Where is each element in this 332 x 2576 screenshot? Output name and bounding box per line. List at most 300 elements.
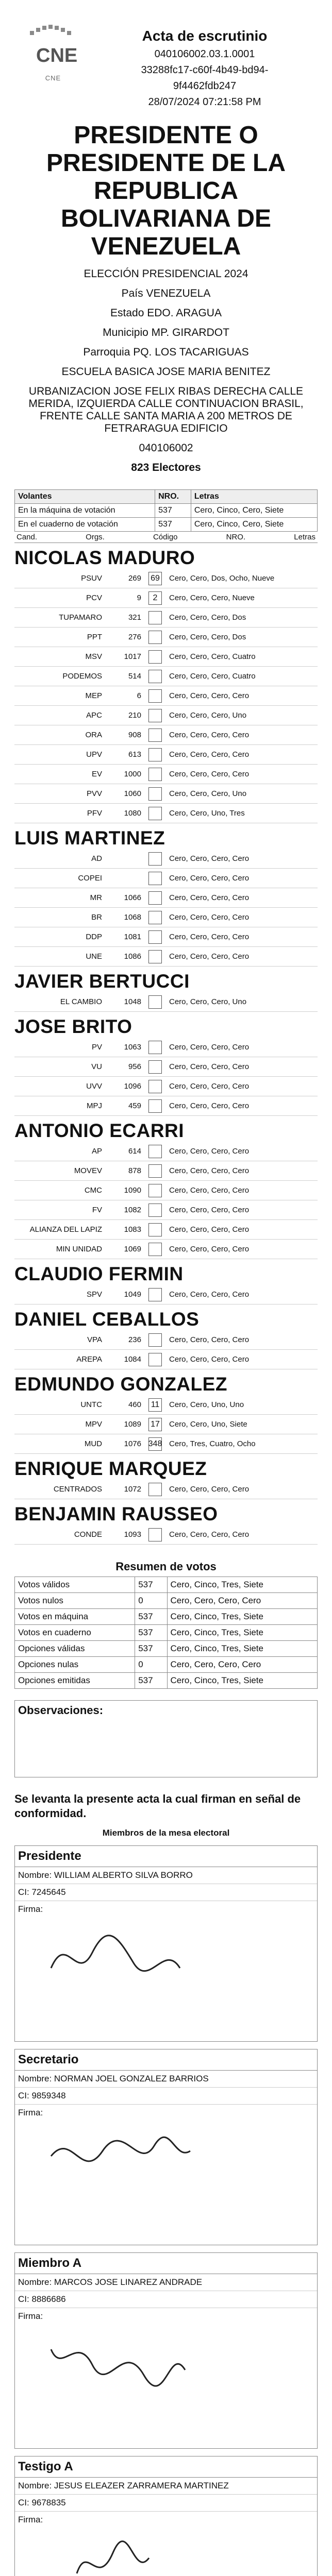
vote-count xyxy=(148,1060,162,1074)
vote-count xyxy=(148,950,162,963)
party-row xyxy=(14,1330,318,1350)
party-row xyxy=(14,569,318,588)
vote-letters: Cero, Cero, Cero, Cero xyxy=(169,1355,250,1364)
vote-letters: Cero, Cero, Dos, Ocho, Nueve xyxy=(169,574,275,583)
table-row xyxy=(15,1593,318,1609)
party-row xyxy=(14,628,318,647)
resumen-letras: Cero, Cinco, Tres, Siete xyxy=(167,1577,317,1593)
party-row xyxy=(14,1415,318,1434)
vote-letters: Cero, Cero, Cero, Cero xyxy=(169,1530,250,1539)
candidate-block xyxy=(14,1374,318,1454)
party-row xyxy=(14,667,318,686)
party-number: 1063 xyxy=(124,1043,141,1052)
acta-hash-2: 9f4462fdb247 xyxy=(173,80,237,92)
party-code: MR xyxy=(90,893,102,902)
party-number: 1096 xyxy=(124,1082,141,1091)
observaciones-box xyxy=(14,1700,318,1777)
party-row xyxy=(14,1200,318,1220)
table-row xyxy=(15,1577,318,1593)
party-row xyxy=(14,1181,318,1200)
party-number: 210 xyxy=(128,711,141,720)
signature-icon xyxy=(46,2125,201,2197)
signature-icon xyxy=(46,1922,201,1994)
vote-count xyxy=(148,768,162,781)
party-code: EV xyxy=(91,770,102,778)
vote-count xyxy=(148,1204,162,1217)
party-code: EL CAMBIO xyxy=(60,997,102,1006)
country: País VENEZUELA xyxy=(121,287,211,299)
vote-letters: Cero, Cero, Cero, Cero xyxy=(169,770,250,778)
observaciones-label: Observaciones: xyxy=(18,1704,104,1717)
party-code: ALIANZA DEL LAPIZ xyxy=(29,1225,102,1234)
vote-letters: Cero, Tres, Cuatro, Ocho xyxy=(169,1439,256,1448)
member-role: Testigo A xyxy=(15,2456,317,2478)
party-number: 1082 xyxy=(124,1206,141,1214)
vote-letters: Cero, Cero, Cero, Cero xyxy=(169,1062,250,1071)
party-code: UNTC xyxy=(80,1400,102,1409)
resumen-letras: Cero, Cero, Cero, Cero xyxy=(167,1657,317,1673)
party-code: APC xyxy=(86,711,102,720)
party-number: 6 xyxy=(137,691,141,700)
party-number: 1000 xyxy=(124,770,141,778)
party-number: 1090 xyxy=(124,1186,141,1195)
vote-letters: Cero, Cero, Cero, Cero xyxy=(169,691,250,700)
vote-letters: Cero, Cero, Cero, Cero xyxy=(169,1290,250,1299)
acta-page xyxy=(14,0,318,2576)
party-code: MIN UNIDAD xyxy=(56,1245,102,1253)
vote-letters: Cero, Cero, Cero, Cero xyxy=(169,731,250,739)
candidate-name: BENJAMIN RAUSSEO xyxy=(14,1503,218,1524)
party-number: 1080 xyxy=(124,809,141,818)
member-ci: CI: 7245645 xyxy=(15,1884,317,1901)
party-code: MUD xyxy=(84,1439,102,1448)
vote-count xyxy=(148,1080,162,1093)
table-row xyxy=(15,1625,318,1641)
acta-title: Acta de escrutinio xyxy=(142,28,268,44)
svg-text:CNE: CNE xyxy=(36,45,78,66)
signature-icon xyxy=(46,2532,201,2576)
vote-count xyxy=(148,611,162,624)
party-code: AD xyxy=(91,854,102,863)
resumen-letras: Cero, Cinco, Tres, Siete xyxy=(167,1609,317,1625)
vote-letters: Cero, Cero, Cero, Cuatro xyxy=(169,672,256,681)
vote-letters: Cero, Cero, Uno, Tres xyxy=(169,809,245,818)
party-code: TUPAMARO xyxy=(59,613,102,622)
header xyxy=(14,21,318,108)
vote-letters: Cero, Cero, Cero, Cuatro xyxy=(169,652,256,661)
party-number: 1049 xyxy=(124,1290,141,1299)
party-row xyxy=(14,784,318,804)
resumen-nro: 0 xyxy=(135,1593,167,1609)
party-code: PCV xyxy=(86,594,102,602)
party-row xyxy=(14,588,318,608)
party-row xyxy=(14,765,318,784)
party-row xyxy=(14,1096,318,1116)
vote-count: 69 xyxy=(148,572,162,585)
vote-letters: Cero, Cero, Cero, Cero xyxy=(169,913,250,922)
vote-count xyxy=(148,787,162,801)
candidate-block xyxy=(14,971,318,1012)
party-number: 1076 xyxy=(124,1439,141,1448)
member-name: Nombre: WILLIAM ALBERTO SILVA BORRO xyxy=(15,1867,317,1884)
vote-count xyxy=(148,1528,162,1541)
vote-letters: Cero, Cero, Cero, Cero xyxy=(169,1206,250,1214)
acta-code: 040106002.03.1.0001 xyxy=(154,48,255,60)
party-row xyxy=(14,804,318,823)
party-code: PVV xyxy=(86,789,102,798)
party-code: VPA xyxy=(87,1335,102,1344)
member-name: Nombre: JESUS ELEAZER ZARRAMERA MARTINEZ xyxy=(15,2478,317,2495)
vote-letters: Cero, Cero, Cero, Cero xyxy=(169,1101,250,1110)
vote-count xyxy=(148,1483,162,1496)
party-number: 1068 xyxy=(124,913,141,922)
vote-letters: Cero, Cero, Cero, Cero xyxy=(169,1245,250,1253)
logo-caption: CNE xyxy=(45,74,61,82)
vote-count xyxy=(148,852,162,866)
vote-count xyxy=(148,1145,162,1158)
party-number: 1069 xyxy=(124,1245,141,1253)
vote-letters: Cero, Cero, Cero, Cero xyxy=(169,1186,250,1195)
resumen-nro: 537 xyxy=(135,1625,167,1641)
party-number: 1093 xyxy=(124,1530,141,1539)
party-code: ORA xyxy=(85,731,102,739)
vote-count: 17 xyxy=(148,1418,162,1431)
volantes-table xyxy=(14,489,318,532)
municipality: Municipio MP. GIRARDOT xyxy=(103,327,229,338)
party-row xyxy=(14,1285,318,1304)
party-code: AREPA xyxy=(76,1355,102,1364)
party-number: 269 xyxy=(128,574,141,583)
volantes-header: Volantes NRO. Letras xyxy=(15,490,318,504)
party-row xyxy=(14,1395,318,1415)
party-number: 1048 xyxy=(124,997,141,1006)
election-title: PRESIDENTE O PRESIDENTE DE LA REPUBLICA BOLIVARIANA DE VENEZUELA xyxy=(46,122,286,260)
party-number: 321 xyxy=(128,613,141,622)
resumen-nro: 537 xyxy=(135,1673,167,1689)
vote-count xyxy=(148,1353,162,1366)
party-number: 1060 xyxy=(124,789,141,798)
party-code: DDP xyxy=(86,933,102,941)
vote-count: 348 xyxy=(148,1437,162,1451)
vote-count: 2 xyxy=(148,591,162,605)
election-location xyxy=(14,268,318,474)
candidate-block xyxy=(14,1016,318,1116)
resumen-label: Opciones emitidas xyxy=(15,1673,135,1689)
vote-count xyxy=(148,709,162,722)
candidate-name: LUIS MARTINEZ xyxy=(14,827,165,849)
resumen-label: Votos válidos xyxy=(15,1577,135,1593)
vote-letters: Cero, Cero, Cero, Uno xyxy=(169,711,247,720)
party-row xyxy=(14,927,318,947)
vote-count xyxy=(148,728,162,742)
resumen-label: Opciones nulas xyxy=(15,1657,135,1673)
resumen-table xyxy=(14,1577,318,1689)
firma-label: Firma: xyxy=(18,2108,43,2117)
party-row xyxy=(14,1057,318,1077)
party-number: 956 xyxy=(128,1062,141,1071)
member-signature-area xyxy=(15,2512,317,2576)
candidate-name: ANTONIO ECARRI xyxy=(14,1120,185,1141)
table-row xyxy=(15,1657,318,1673)
party-number: 514 xyxy=(128,672,141,681)
party-number: 1089 xyxy=(124,1420,141,1429)
table-row: En la máquina de votación 537 Cero, Cinco, Cero, Siete xyxy=(15,504,318,518)
member-signature-area xyxy=(15,2105,317,2245)
vote-letters: Cero, Cero, Cero, Dos xyxy=(169,633,246,641)
firma-label: Firma: xyxy=(18,1904,43,1914)
party-number: 878 xyxy=(128,1166,141,1175)
party-code: CMC xyxy=(84,1186,102,1195)
vote-count: 11 xyxy=(148,1398,162,1412)
party-number: 460 xyxy=(128,1400,141,1409)
party-code: PV xyxy=(91,1043,102,1052)
vote-letters: Cero, Cero, Cero, Cero xyxy=(169,1082,250,1091)
resumen-label: Votos nulos xyxy=(15,1593,135,1609)
party-code: PSUV xyxy=(81,574,102,583)
cne-emblem-icon xyxy=(25,21,81,72)
vote-count xyxy=(148,911,162,924)
party-code: COPEI xyxy=(78,874,102,883)
parish: Parroquia PQ. LOS TACARIGUAS xyxy=(83,346,249,358)
vote-letters: Cero, Cero, Cero, Cero xyxy=(169,1166,250,1175)
resumen-nro: 0 xyxy=(135,1657,167,1673)
party-row xyxy=(14,947,318,967)
party-code: UNE xyxy=(86,952,102,961)
candidate-name: JAVIER BERTUCCI xyxy=(14,971,190,992)
party-code: MOVEV xyxy=(74,1166,102,1175)
party-row xyxy=(14,1077,318,1096)
party-code: MPJ xyxy=(87,1101,102,1110)
party-row xyxy=(14,745,318,765)
member-ci: CI: 9859348 xyxy=(15,2088,317,2105)
vote-letters: Cero, Cero, Cero, Cero xyxy=(169,893,250,902)
candidate-name: JOSE BRITO xyxy=(14,1016,132,1037)
party-code: CONDE xyxy=(74,1530,102,1539)
signature-icon xyxy=(46,2329,201,2401)
resumen-label: Votos en cuaderno xyxy=(15,1625,135,1641)
party-row xyxy=(14,1038,318,1057)
party-number: 908 xyxy=(128,731,141,739)
vote-letters: Cero, Cero, Cero, Cero xyxy=(169,1147,250,1156)
org-column-headers: Cand. Orgs. Código NRO. Letras xyxy=(14,532,318,543)
party-code: BR xyxy=(91,913,102,922)
candidate-block xyxy=(14,1503,318,1545)
party-number: 614 xyxy=(128,1147,141,1156)
member-card xyxy=(14,2049,318,2245)
party-row xyxy=(14,908,318,927)
vote-letters: Cero, Cero, Cero, Dos xyxy=(169,613,246,622)
vote-count xyxy=(148,1223,162,1236)
party-code: UPV xyxy=(86,750,102,759)
party-code: AP xyxy=(91,1147,102,1156)
vote-count xyxy=(148,872,162,885)
vote-letters: Cero, Cero, Cero, Cero xyxy=(169,1043,250,1052)
firma-label: Firma: xyxy=(18,2515,43,2524)
member-role: Miembro A xyxy=(15,2253,317,2274)
party-code: VU xyxy=(91,1062,102,1071)
party-number: 613 xyxy=(128,750,141,759)
party-row xyxy=(14,1480,318,1499)
member-signature-area xyxy=(15,1901,317,2041)
vote-count xyxy=(148,650,162,664)
member-ci: CI: 8886686 xyxy=(15,2291,317,2308)
vote-letters: Cero, Cero, Cero, Cero xyxy=(169,933,250,941)
candidate-block xyxy=(14,1263,318,1304)
party-row xyxy=(14,1161,318,1181)
party-code: MPV xyxy=(85,1420,102,1429)
party-number: 1083 xyxy=(124,1225,141,1234)
party-row xyxy=(14,706,318,725)
vote-count xyxy=(148,1333,162,1347)
vote-count xyxy=(148,807,162,820)
party-row xyxy=(14,1220,318,1240)
party-code: UVV xyxy=(86,1082,102,1091)
resumen-letras: Cero, Cinco, Tres, Siete xyxy=(167,1641,317,1657)
party-number: 459 xyxy=(128,1101,141,1110)
table-row xyxy=(15,1673,318,1689)
party-code: FV xyxy=(92,1206,102,1214)
acta-datetime: 28/07/2024 07:21:58 PM xyxy=(148,96,261,108)
candidate-name: ENRIQUE MARQUEZ xyxy=(14,1458,207,1479)
resumen-nro: 537 xyxy=(135,1609,167,1625)
candidate-block xyxy=(14,1120,318,1259)
member-card xyxy=(14,2456,318,2576)
party-code: MSV xyxy=(85,652,102,661)
party-code: MEP xyxy=(85,691,102,700)
party-number: 236 xyxy=(128,1335,141,1344)
members-list xyxy=(14,1845,318,2576)
candidate-name: EDMUNDO GONZALEZ xyxy=(14,1374,227,1395)
member-name: Nombre: MARCOS JOSE LINAREZ ANDRADE xyxy=(15,2274,317,2291)
firmas-subtitle: Miembros de la mesa electoral xyxy=(102,1828,230,1838)
party-code: PODEMOS xyxy=(62,672,102,681)
vote-letters: Cero, Cero, Cero, Uno xyxy=(169,789,247,798)
member-card xyxy=(14,1845,318,2042)
firma-label: Firma: xyxy=(18,2311,43,2321)
candidate-block xyxy=(14,1458,318,1499)
electores: 823 Electores xyxy=(131,462,201,473)
party-row xyxy=(14,647,318,667)
candidate-block xyxy=(14,547,318,823)
vote-letters: Cero, Cero, Cero, Uno xyxy=(169,997,247,1006)
resumen-label: Votos en máquina xyxy=(15,1609,135,1625)
resumen-nro: 537 xyxy=(135,1577,167,1593)
party-number: 1017 xyxy=(124,652,141,661)
table-row xyxy=(15,1609,318,1625)
vote-letters: Cero, Cero, Cero, Nueve xyxy=(169,594,255,602)
table-row: En el cuaderno de votación 537 Cero, Cinco, Cero, Siete xyxy=(15,518,318,532)
resumen-letras: Cero, Cinco, Tres, Siete xyxy=(167,1625,317,1641)
vote-count xyxy=(148,1041,162,1054)
school: ESCUELA BASICA JOSE MARIA BENITEZ xyxy=(61,366,271,378)
party-number: 9 xyxy=(137,594,141,602)
party-number: 1086 xyxy=(124,952,141,961)
candidates-list xyxy=(14,547,318,1545)
vote-letters: Cero, Cero, Uno, Siete xyxy=(169,1420,247,1429)
vote-letters: Cero, Cero, Uno, Uno xyxy=(169,1400,244,1409)
vote-letters: Cero, Cero, Cero, Cero xyxy=(169,1485,250,1494)
center-code: 040106002 xyxy=(139,442,193,454)
resumen-letras: Cero, Cero, Cero, Cero xyxy=(167,1593,317,1609)
election-name: ELECCIÓN PRESIDENCIAL 2024 xyxy=(84,268,248,280)
vote-count xyxy=(148,1184,162,1197)
party-code: CENTRADOS xyxy=(53,1485,102,1494)
party-number: 1084 xyxy=(124,1355,141,1364)
party-row xyxy=(14,608,318,628)
candidate-name: NICOLAS MADURO xyxy=(14,547,195,568)
party-row xyxy=(14,1142,318,1161)
party-row xyxy=(14,1240,318,1259)
table-row xyxy=(15,1641,318,1657)
vote-letters: Cero, Cero, Cero, Cero xyxy=(169,750,250,759)
candidate-name: CLAUDIO FERMIN xyxy=(14,1263,184,1284)
resumen-label: Opciones válidas xyxy=(15,1641,135,1657)
party-row xyxy=(14,992,318,1012)
vote-letters: Cero, Cero, Cero, Cero xyxy=(169,952,250,961)
acta-info xyxy=(92,21,318,108)
firmas-note: Se levanta la presente acta la cual firman en señal de conformidad. xyxy=(14,1792,301,1820)
member-ci: CI: 9678835 xyxy=(15,2495,317,2512)
vote-count xyxy=(148,689,162,703)
vote-count xyxy=(148,1243,162,1256)
party-number: 1072 xyxy=(124,1485,141,1494)
vote-count xyxy=(148,748,162,761)
state: Estado EDO. ARAGUA xyxy=(110,307,222,319)
member-role: Secretario xyxy=(15,2049,317,2071)
party-row xyxy=(14,849,318,869)
party-row xyxy=(14,1525,318,1545)
vote-count xyxy=(148,631,162,644)
party-code: PPT xyxy=(87,633,102,641)
candidate-block xyxy=(14,1309,318,1369)
vote-count xyxy=(148,1164,162,1178)
vote-letters: Cero, Cero, Cero, Cero xyxy=(169,1225,250,1234)
vote-count xyxy=(148,1288,162,1301)
vote-letters: Cero, Cero, Cero, Cero xyxy=(169,854,250,863)
member-role: Presidente xyxy=(15,1846,317,1867)
party-number: 1066 xyxy=(124,893,141,902)
candidate-name: DANIEL CEBALLOS xyxy=(14,1309,200,1330)
vote-count xyxy=(148,891,162,905)
party-number: 1081 xyxy=(124,933,141,941)
candidate-block xyxy=(14,827,318,967)
party-row xyxy=(14,1350,318,1369)
party-row xyxy=(14,725,318,745)
party-row xyxy=(14,1434,318,1454)
vote-count xyxy=(148,1099,162,1113)
member-signature-area xyxy=(15,2308,317,2448)
vote-count xyxy=(148,670,162,683)
resumen-title: Resumen de votos xyxy=(115,1560,217,1573)
member-card xyxy=(14,2252,318,2449)
party-code: SPV xyxy=(86,1290,102,1299)
address: URBANIZACION JOSE FELIX RIBAS DERECHA CALLE MERIDA, IZQUIERDA CALLE CONTINUACION BRASIL, FRENTE CALLE SANTA MARIA A 200 METROS DE FETRARAGUA EDIFICIO xyxy=(28,385,304,434)
vote-letters: Cero, Cero, Cero, Cero xyxy=(169,1335,250,1344)
vote-count xyxy=(148,930,162,944)
vote-count xyxy=(148,995,162,1009)
acta-hash-1: 33288fc17-c60f-4b49-bd94- xyxy=(141,64,269,76)
party-row xyxy=(14,869,318,888)
vote-letters: Cero, Cero, Cero, Cero xyxy=(169,874,250,883)
resumen-nro: 537 xyxy=(135,1641,167,1657)
resumen-letras: Cero, Cinco, Tres, Siete xyxy=(167,1673,317,1689)
party-row xyxy=(14,888,318,908)
party-code: PFV xyxy=(87,809,102,818)
party-number: 276 xyxy=(128,633,141,641)
member-name: Nombre: NORMAN JOEL GONZALEZ BARRIOS xyxy=(15,2071,317,2088)
party-row xyxy=(14,686,318,706)
cne-logo xyxy=(14,21,92,93)
